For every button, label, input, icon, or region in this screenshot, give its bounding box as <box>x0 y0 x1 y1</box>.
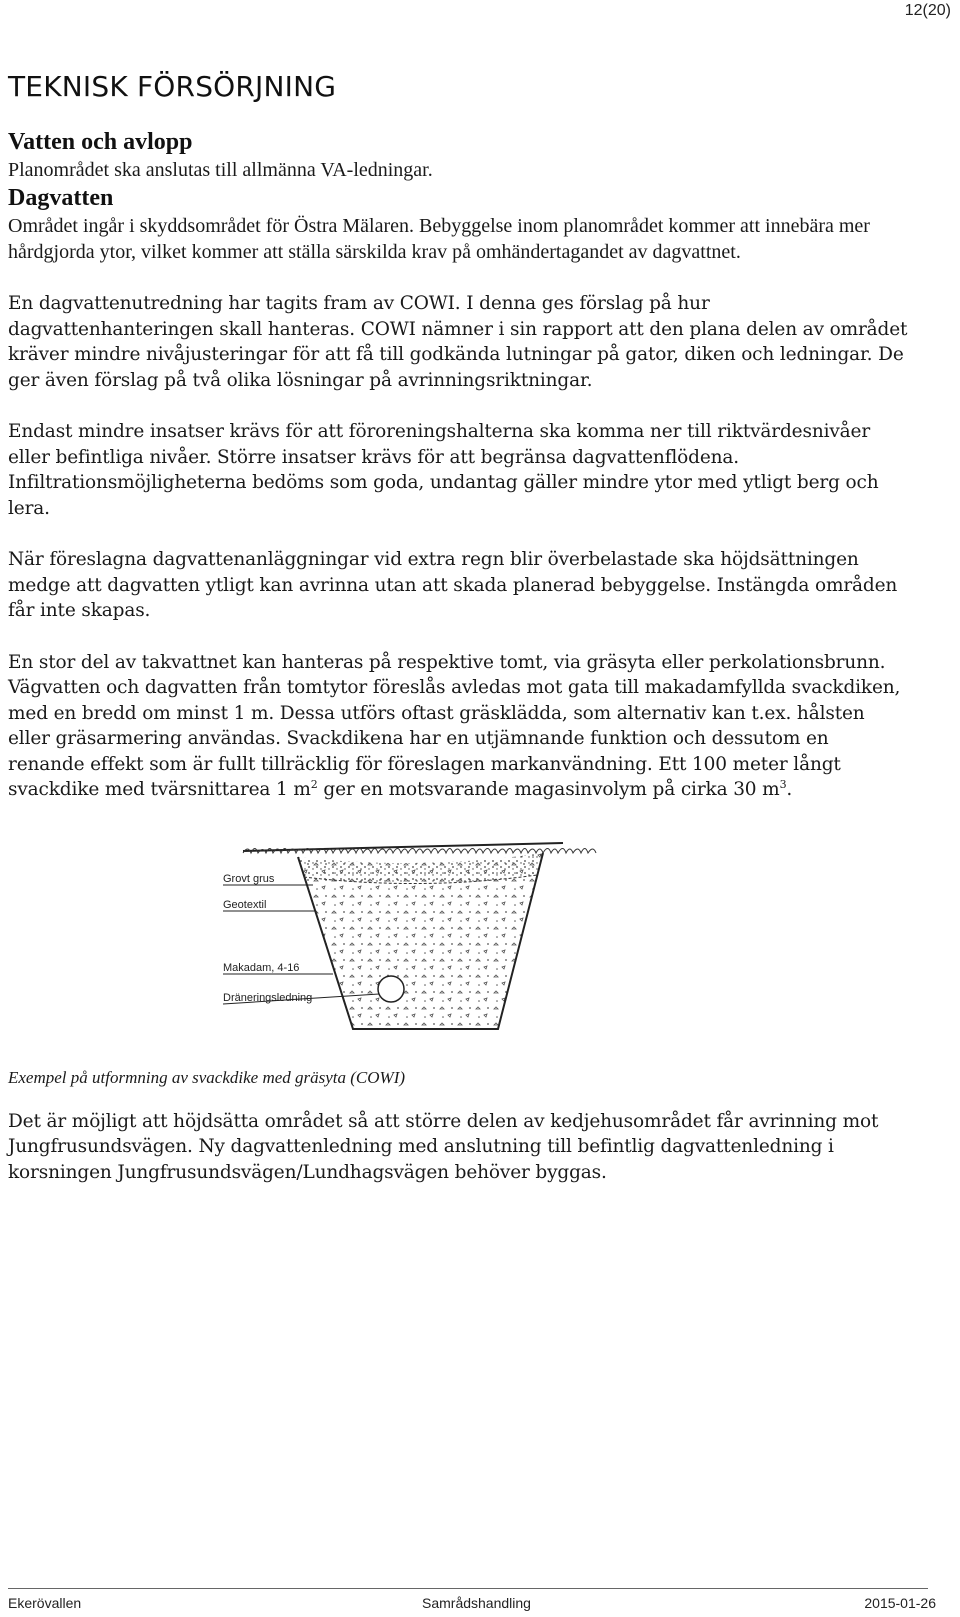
figure-caption: Exempel på utformning av svackdike med gräsyta (COWI) <box>8 1067 406 1087</box>
paragraph-grading: Det är möjligt att höjdsätta området så att större delen av kedjehusområdet får avrinning mot Jungfrusundsvägen. Ny dagvattenledning med anslutning till befintlig dagvattenledning i korsningen Jungfrusundsvägen/Lundhagsvägen behöver byggas. <box>8 1110 879 1183</box>
footer-document-type: Samrådshandling <box>422 1595 531 1611</box>
superscript-2: 2 <box>310 778 318 791</box>
page-number: 12(20) <box>904 2 951 19</box>
swale-diagram <box>203 829 783 1044</box>
page-title: TEKNISK FÖRSÖRJNING <box>8 70 337 103</box>
section-title-water: Vatten och avlopp <box>8 129 193 155</box>
paragraph-roof-water-part-c: . <box>786 779 793 800</box>
label-macadam: Makadam, 4-16 <box>223 961 300 974</box>
section-title-stormwater: Dagvatten <box>8 185 114 211</box>
paragraph-roof-water <box>8 650 908 803</box>
paragraph-overload: När föreslagna dagvattenanläggningar vid extra regn blir överbelastade ska höjdsättningen medge att dagvatten ytligt kan avrinna utan att skada planerad bebyggelse. Instängda områden får inte skapas. <box>8 549 898 621</box>
paragraph-cowi-report: En dagvattenutredning har tagits fram av COWI. I denna ges förslag på hur dagvattenhanteringen skall hanteras. COWI nämner i sin rapport att den plana delen av området kräver mindre nivåjusteringar för att få till godkända lutningar på gator, diken och ledningar. De ger även förslag på två olika lösningar på avrinningsriktningar. <box>8 293 908 391</box>
water-text: Planområdet ska anslutas till allmänna VA-ledningar. <box>8 159 433 181</box>
label-gravel: Grovt grus <box>223 872 275 885</box>
footer-divider <box>8 1588 928 1589</box>
paragraph-pollution: Endast mindre insatser krävs för att föroreningshalterna ska komma ner till riktvärdesnivåer eller befintliga nivåer. Större insatser krävs för att begränsa dagvattenflödena. Infiltrationsmöjligheterna bedöms som goda, undantag gäller mindre ytor med ytligt berg och lera. <box>8 421 879 519</box>
superscript-3: 3 <box>779 778 787 791</box>
paragraph-roof-water-part-b: ger en motsvarande magasinvolym på cirka 30 m <box>317 779 780 800</box>
footer-date: 2015-01-26 <box>864 1595 936 1611</box>
stormwater-intro: Området ingår i skyddsområdet för Östra Mälaren. Bebyggelse inom planområdet kommer att innebära mer hårdgjorda ytor, vilket kommer att ställa särskilda krav på omhändertagandet av dagvattnet. <box>8 215 870 263</box>
footer-project: Ekerövallen <box>8 1595 82 1611</box>
paragraph-roof-water-part-a: En stor del av takvattnet kan hanteras på respektive tomt, via gräsyta eller perkolationsbrunn. Vägvatten och dagvatten från tomtytor föreslås avledas mot gata till makadamfyllda svackdiken, med en bredd om minst 1 m. Dessa utförs oftast gräsklädda, som alternativ kan t.ex. hålsten eller gräsarmering användas. Svackdikena har en utjämnande funktion och dessutom en renande effekt som är fullt tillräcklig för föreslagen markanvändning. Ett 100 meter långt svackdike med tvärsnittarea 1 m <box>8 651 901 800</box>
label-drain-pipe: Dräneringsledning <box>223 991 313 1004</box>
label-geotextile: Geotextil <box>223 898 267 911</box>
swale-cross-section-figure <box>203 829 783 1044</box>
document-body <box>8 70 908 1185</box>
